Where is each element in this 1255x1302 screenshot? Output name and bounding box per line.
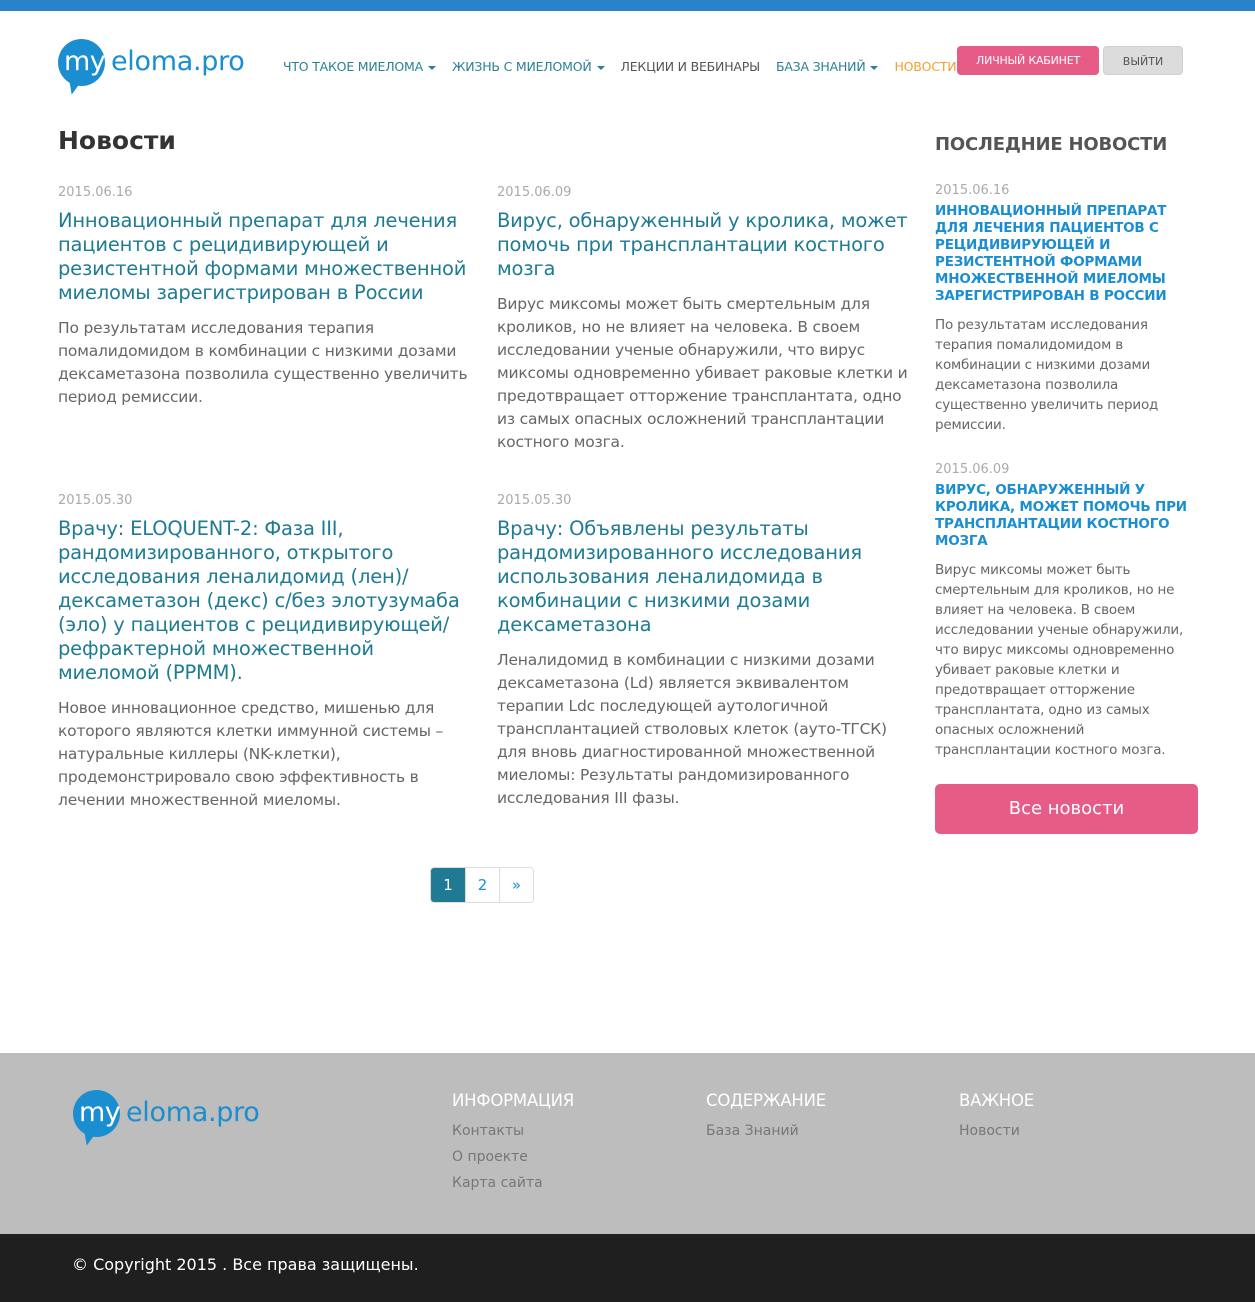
copyright-text: © Copyright 2015 . Все права защищены. [72,1255,419,1274]
main-nav [283,59,972,75]
nav-item-lectures[interactable]: ЛЕКЦИИ И ВЕБИНАРЫ [620,59,760,74]
footer-column-info [452,1091,574,1196]
logo-bubble-tail [81,1126,99,1147]
sidebar-news-item [935,183,1197,435]
footer-link-about[interactable]: О проекте [452,1149,528,1165]
article-date: 2015.06.09 [497,185,572,200]
footer-link-sitemap[interactable]: Карта сайта [452,1175,543,1191]
caret-down-icon [870,66,878,70]
footer-heading: ИНФОРМАЦИЯ [452,1091,575,1110]
page-2-link[interactable]: 2 [465,868,499,902]
footer-heading: ВАЖНОЕ [959,1091,1034,1110]
site-logo[interactable] [58,39,248,107]
article-title-link[interactable]: Вирус, обнаруженный у кролика, может помочь при трансплантации костного мозга [497,209,908,280]
pagination [430,867,534,903]
nav-item-news[interactable]: НОВОСТИ [894,59,957,74]
article-title-link[interactable]: Врачу: Объявлены результаты рандомизированного исследования использования леналидомида в комбинации с низкими дозами дексаметазона [497,517,862,636]
footer-column-content [706,1091,826,1144]
article-date: 2015.06.16 [58,185,133,200]
logout-button[interactable]: ВЫЙТИ [1103,46,1183,75]
article-date: 2015.05.30 [58,493,133,508]
sidebar-news-title-link[interactable]: ИННОВАЦИОННЫЙ ПРЕПАРАТ ДЛЯ ЛЕЧЕНИЯ ПАЦИЕНТОВ С РЕЦИДИВИРУЮЩЕЙ И РЕЗИСТЕНТНОЙ ФОРМАМИ МНОЖЕСТВЕННОЙ МИЕЛОМЫ ЗАРЕГИСТРИРОВАН В РОССИИ [935,203,1167,304]
logo-bubble-tail [66,75,84,96]
article-summary: По результатам исследования терапия помалидомидом в комбинации с низкими дозами дексаметазона позволила существенно увеличить период ремиссии. [58,319,468,406]
news-article [497,493,909,810]
article-summary: Новое инновационное средство, мишенью для которого являются клетки иммунной системы – натуральные киллеры (NK-клетки), продемонстрировало свою эффективность в лечении множественной миеломы. [58,699,444,809]
article-title-link[interactable]: Инновационный препарат для лечения пациентов с рецидивирующей и резистентной формами множественной миеломы зарегистрирован в России [58,209,467,304]
footer-heading: СОДЕРЖАНИЕ [706,1091,827,1110]
news-article [58,493,470,812]
footer-link-knowledge-base[interactable]: База Знаний [706,1123,799,1139]
logo-text-my: my [64,46,106,77]
footer-logo[interactable] [73,1090,263,1158]
all-news-button[interactable]: Все новости [935,784,1198,834]
footer-link-contacts[interactable]: Контакты [452,1123,525,1139]
sidebar-news-summary: По результатам исследования терапия помалидомидом в комбинации с низкими дозами дексаметазона позволила существенно увеличить период ремиссии. [935,317,1159,433]
nav-item-what-is-myeloma[interactable]: ЧТО ТАКОЕ МИЕЛОМА [283,59,436,75]
nav-item-knowledge-base[interactable]: БАЗА ЗНАНИЙ [776,59,879,75]
footer-column-important [959,1091,1034,1144]
sidebar-news-summary: Вирус миксомы может быть смертельным для кроликов, но не влияет на человека. В своем исследовании ученые обнаружили, что вирус миксомы одновременно убивает раковые клетки и предотвращает отторжение трансплантата, одно из самых опасных осложнений трансплантации костного мозга. [935,562,1184,758]
sidebar-news-date: 2015.06.09 [935,462,1010,477]
sidebar-news-item [935,462,1197,760]
caret-down-icon [597,66,605,70]
article-summary: Леналидомид в комбинации с низкими дозами дексаметазона (Ld) является эквивалентом терапии Ldc последующей аутологичной трансплантацией стволовых клеток (ауто-ТГСК) для вновь диагностированной множественной миеломы: Результаты рандомизированного исследования III фазы. [497,651,887,807]
sidebar-title: ПОСЛЕДНИЕ НОВОСТИ [935,134,1168,155]
footer-link-news[interactable]: Новости [959,1123,1020,1139]
sidebar-news-title-link[interactable]: ВИРУС, ОБНАРУЖЕННЫЙ У КРОЛИКА, МОЖЕТ ПОМОЧЬ ПРИ ТРАНСПЛАНТАЦИИ КОСТНОГО МОЗГА [935,482,1187,549]
article-summary: Вирус миксомы может быть смертельным для кроликов, но не влияет на человека. В своем исследовании ученые обнаружили, что вирус миксомы одновременно убивает раковые клетки и предотвращает отторжение трансплантата, одно из самых опасных осложнений трансплантации костного мозга. [497,295,908,451]
nav-item-life-with-myeloma[interactable]: ЖИЗНЬ С МИЕЛОМОЙ [452,59,605,75]
logo-text-rest: eloma.pro [111,46,245,77]
caret-down-icon [428,66,436,70]
logo-text-rest: eloma.pro [126,1097,260,1128]
page-1-current[interactable]: 1 [431,868,465,902]
logo-text-my: my [79,1097,121,1128]
page-title: Новости [58,126,176,155]
article-date: 2015.05.30 [497,493,572,508]
next-page-link[interactable]: » [499,868,533,902]
top-accent-bar [0,0,1255,11]
article-title-link[interactable]: Врачу: ELOQUENT-2: Фаза III, рандомизированного, открытого исследования леналидомид (лен)/дексаметазон (декс) с/без элотузумаба (эло) у пациентов с рецидивирующей/ рефрактерной множественной миеломой (РРММ). [58,517,460,684]
personal-cabinet-button[interactable]: ЛИЧНЫЙ КАБИНЕТ [957,46,1099,75]
news-article [497,185,909,454]
news-article [58,185,470,409]
sidebar-news-date: 2015.06.16 [935,183,1010,198]
